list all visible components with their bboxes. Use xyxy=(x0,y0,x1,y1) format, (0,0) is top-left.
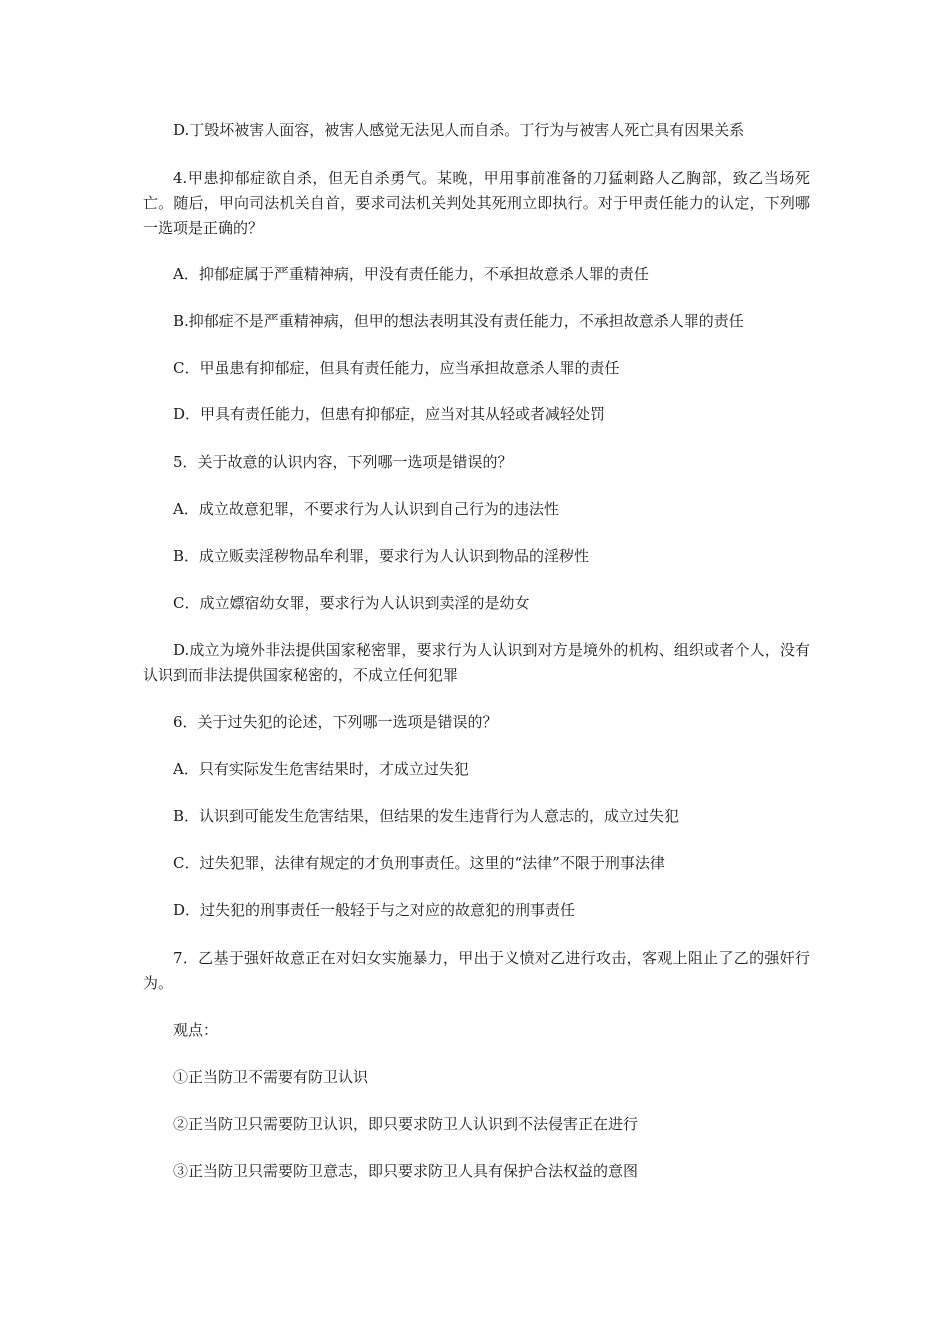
option-4c: C．甲虽患有抑郁症，但具有责任能力，应当承担故意杀人罪的责任 xyxy=(173,359,620,377)
option-5c: C．成立嫖宿幼女罪，要求行为人认识到卖淫的是幼女 xyxy=(173,594,530,612)
question-7: 7．乙基于强奸故意正在对妇女实施暴力，甲出于义愤对乙进行攻击，客观上阻止了乙的强奸行为。 xyxy=(143,949,810,992)
option-4d: D．甲具有责任能力，但患有抑郁症，应当对其从轻或者减轻处罚 xyxy=(173,405,606,423)
viewpoint-3: ③正当防卫只需要防卫意志，即只要求防卫人具有保护合法权益的意图 xyxy=(173,1162,639,1180)
viewpoint-2: ②正当防卫只需要防卫认识，即只要求防卫人认识到不法侵害正在进行 xyxy=(173,1115,639,1133)
option-3d: D.丁毁坏被害人面容，被害人感觉无法见人而自杀。丁行为与被害人死亡具有因果关系 xyxy=(173,121,745,139)
option-4b: B.抑郁症不是严重精神病，但甲的想法表明其没有责任能力，不承担故意杀人罪的责任 xyxy=(173,312,744,330)
option-6a: A．只有实际发生危害结果时，才成立过失犯 xyxy=(173,760,469,778)
option-5a: A．成立故意犯罪，不要求行为人认识到自己行为的违法性 xyxy=(173,500,559,518)
viewpoints-heading: 观点： xyxy=(173,1021,219,1039)
question-6: 6．关于过失犯的论述，下列哪一选项是错误的？ xyxy=(173,713,498,731)
question-4: 4.甲患抑郁症欲自杀，但无自杀勇气。某晚，甲用事前准备的刀猛刺路人乙胸部，致乙当场死亡。随后，甲向司法机关自首，要求司法机关判处其死刑立即执行。对于甲责任能力的认定，下列哪一选项是正确的？ xyxy=(143,169,810,237)
option-6b: B．认识到可能发生危害结果，但结果的发生违背行为人意志的，成立过失犯 xyxy=(173,807,680,825)
option-5b: B．成立贩卖淫秽物品牟利罪，要求行为人认识到物品的淫秽性 xyxy=(173,547,590,565)
viewpoint-1: ①正当防卫不需要有防卫认识 xyxy=(173,1068,369,1086)
option-4a: A．抑郁症属于严重精神病，甲没有责任能力，不承担故意杀人罪的责任 xyxy=(173,265,649,283)
option-5d: D.成立为境外非法提供国家秘密罪，要求行为人认识到对方是境外的机构、组织或者个人，没有认识到而非法提供国家秘密的，不成立任何犯罪 xyxy=(143,641,810,684)
option-6c: C．过失犯罪，法律有规定的才负刑事责任。这里的“法律”不限于刑事法律 xyxy=(173,854,665,872)
question-5: 5．关于故意的认识内容，下列哪一选项是错误的？ xyxy=(173,453,513,471)
option-6d: D．过失犯的刑事责任一般轻于与之对应的故意犯的刑事责任 xyxy=(173,901,576,919)
